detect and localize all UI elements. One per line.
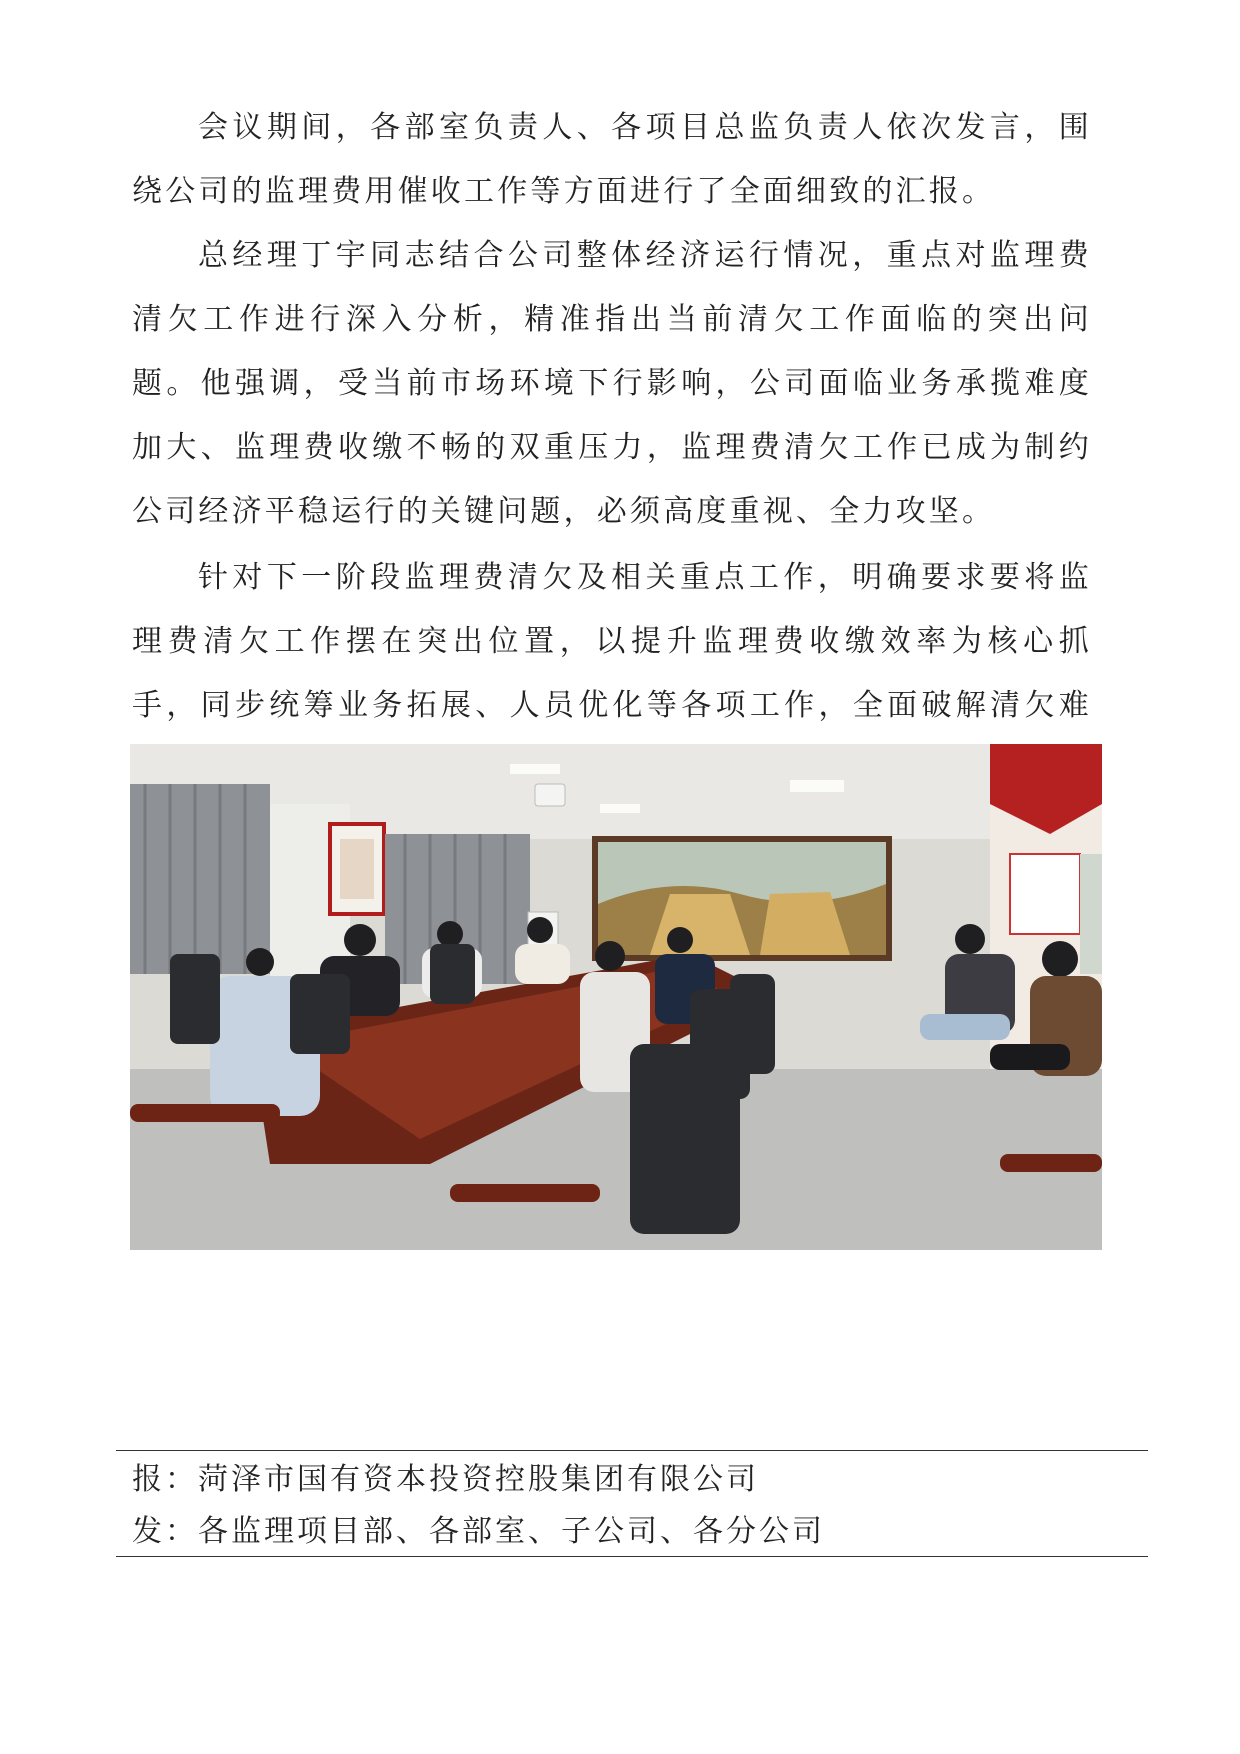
paragraph-next-stage-requirements: 针对下一阶段监理费清欠及相关重点工作，明确要求要将监理费清欠工作摆在突出位置，以提升监理费收缴效率为核心抓手，同步统筹业务拓展、人员优化等各项工作，全面破解清欠难 [132, 560, 1092, 723]
meeting-room-photo [130, 744, 1102, 1250]
send-recipients: 各监理项目部、各部室、子公司、各分公司 [198, 1514, 825, 1549]
report-label: 报： [132, 1462, 198, 1497]
send-to-line [132, 1512, 825, 1552]
paragraph-meeting-reports: 会议期间，各部室负责人、各项目总监负责人依次发言，围绕公司的监理费用催收工作等方面进行了全面细致的汇报。 [132, 110, 1092, 209]
send-label: 发： [132, 1514, 198, 1549]
footer-bottom-rule [116, 1556, 1148, 1557]
paragraph-general-manager-analysis: 总经理丁宇同志结合公司整体经济运行情况，重点对监理费清欠工作进行深入分析，精准指出当前清欠工作面临的突出问题。他强调，受当前市场环境下行影响，公司面临业务承揽难度加大、监理费收缴不畅的双重压力，监理费清欠工作已成为制约公司经济平稳运行的关键问题，必须高度重视、全力攻坚。 [132, 238, 1092, 529]
report-to-line [132, 1460, 759, 1500]
report-recipient: 菏泽市国有资本投资控股集团有限公司 [198, 1462, 759, 1497]
footer-top-rule [116, 1450, 1148, 1451]
